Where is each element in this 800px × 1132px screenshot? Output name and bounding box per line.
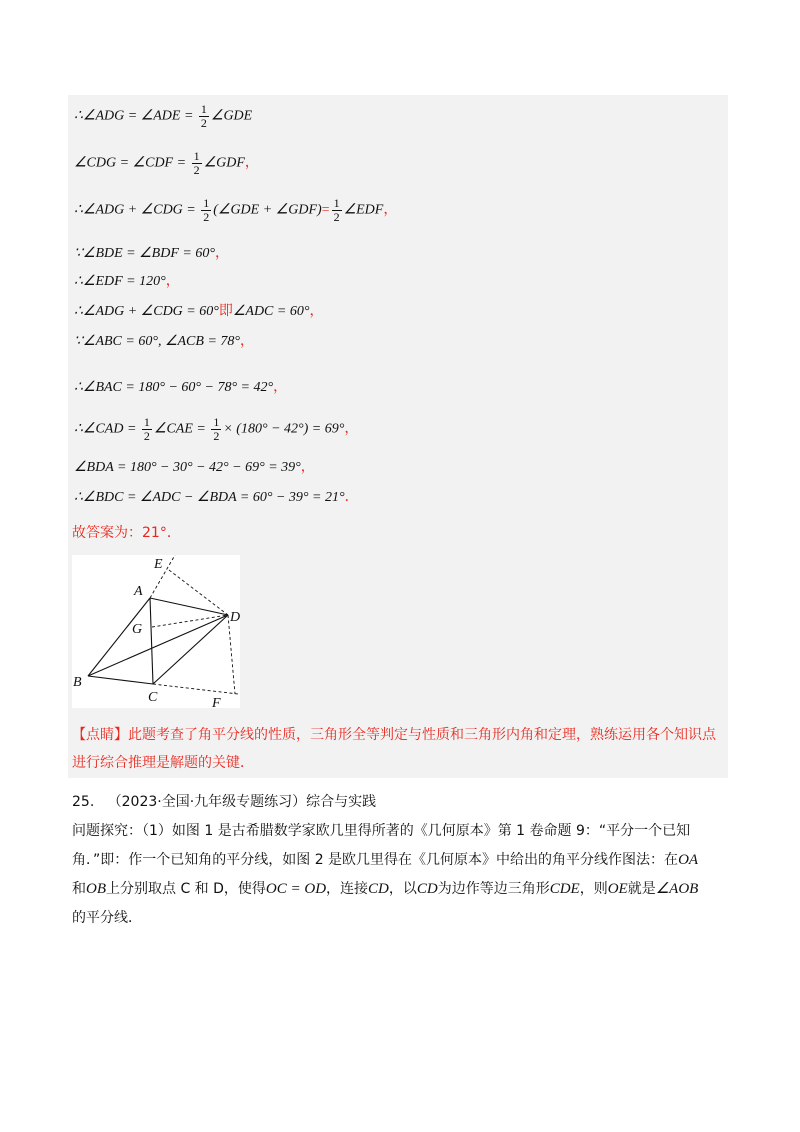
- math-text: ∵∠ABC = 60°, ∠ACB = 78°: [74, 334, 240, 349]
- geometry-diagram: [72, 555, 240, 708]
- text-t3: ，以: [388, 881, 417, 897]
- red-mark: ，: [300, 460, 315, 475]
- label-b: B: [73, 675, 82, 690]
- red-mark: ．: [344, 490, 359, 505]
- math-text: ∴∠ADG = ∠ADE =: [74, 108, 197, 124]
- segment-ad: [150, 598, 228, 615]
- math-cd: CD: [368, 881, 389, 897]
- fraction-numerator: 1: [333, 196, 340, 210]
- fraction: [142, 416, 152, 443]
- math-text: ∠GDE: [210, 108, 253, 124]
- math-text: ∵∠BDE = ∠BDF = 60°: [74, 246, 215, 261]
- red-mark: ，: [344, 421, 359, 437]
- math-text: ∴∠EDF = 120°: [74, 274, 166, 289]
- answer-text: 故答案为：21°．: [72, 525, 181, 541]
- fraction: [332, 197, 342, 224]
- label-a: A: [134, 584, 143, 599]
- text-t4: 为边作等边三角形: [437, 881, 550, 897]
- solution-line: [74, 489, 359, 507]
- text-t7: 的平分线．: [72, 910, 142, 926]
- fraction-numerator: 1: [200, 102, 207, 116]
- math-oc-od: OC = OD: [265, 881, 327, 897]
- problem-source: （2023·全国·九年级专题练习）综合与实践: [107, 794, 377, 810]
- solution-line: [74, 273, 180, 291]
- math-text: ∴∠ADG + ∠CDG = 60°: [74, 304, 219, 319]
- fraction-denominator: 2: [200, 116, 207, 130]
- fraction-numerator: 1: [213, 415, 220, 429]
- geometry-figure: [72, 555, 240, 708]
- text-t5: ，则: [579, 881, 608, 897]
- solution-line: [74, 245, 229, 263]
- fraction: [201, 197, 211, 224]
- math-ob: OB: [86, 881, 106, 897]
- fraction-denominator: 2: [333, 210, 340, 224]
- fraction-denominator: 2: [203, 210, 210, 224]
- text-t1: 上分别取点 C 和 D，使得: [106, 881, 266, 897]
- solution-line: [74, 303, 323, 321]
- problem-header: [72, 788, 732, 817]
- extension-bf: [153, 684, 238, 694]
- red-mark: ，: [165, 274, 180, 289]
- label-g: G: [132, 622, 143, 637]
- label-f: F: [212, 696, 221, 708]
- fraction-denominator: 2: [213, 429, 220, 443]
- segment-bd: [88, 615, 228, 676]
- label-e: E: [154, 557, 163, 572]
- problem-intro: 问题探究：（1）如图 1 是古希腊数学家欧几里得所著的《几何原本》第 1 卷命题 9：“平分一个已知角．”即：作一个已知角的平分线，如图 2 是欧几里得在《几何原本》中给出的角平分线作图法：在: [72, 823, 691, 868]
- solution-line: [74, 379, 287, 397]
- problem-25: [72, 788, 732, 933]
- segment-ab: [88, 598, 150, 676]
- red-mark: ，: [309, 304, 324, 319]
- math-cde: CDE: [549, 881, 580, 897]
- math-cd-2: CD: [416, 881, 438, 897]
- segment-ac: [150, 598, 153, 684]
- math-text: ∠BDA = 180° − 30° − 42° − 69° = 39°: [74, 460, 301, 475]
- math-text: ∴∠BAC = 180° − 60° − 78° = 42°: [74, 380, 274, 395]
- math-text: (∠GDE + ∠GDF): [213, 202, 322, 218]
- solution-line: [74, 416, 358, 443]
- solution-line: [74, 197, 397, 224]
- fraction: [192, 150, 202, 177]
- red-mark: 即: [218, 304, 233, 319]
- fraction-numerator: 1: [143, 415, 150, 429]
- solution-line: [74, 333, 254, 351]
- fraction-denominator: 2: [143, 429, 150, 443]
- fraction: [199, 103, 209, 130]
- fraction-numerator: 1: [193, 149, 200, 163]
- math-oe: OE: [607, 881, 628, 897]
- red-mark: ，: [383, 202, 398, 218]
- math-text: ∠CAE =: [153, 421, 210, 437]
- math-text: ∴∠CAD =: [74, 421, 140, 437]
- solution-panel: [68, 95, 728, 778]
- math-aob: ∠AOB: [655, 881, 699, 897]
- problem-number: 25.: [72, 794, 95, 810]
- text-and: 和: [72, 881, 86, 897]
- label-d: D: [230, 610, 240, 625]
- math-text: ∠CDG = ∠CDF =: [74, 155, 190, 171]
- solution-line: [74, 103, 252, 130]
- text-t6: 就是: [627, 881, 656, 897]
- solution-line: [74, 150, 259, 177]
- math-text: ∴∠BDC = ∠ADC − ∠BDA = 60° − 39° = 21°: [74, 490, 345, 505]
- math-text: ∠GDF: [203, 155, 245, 171]
- segment-df: [228, 615, 235, 694]
- fraction-denominator: 2: [193, 163, 200, 177]
- math-text: ∠EDF: [343, 202, 384, 218]
- label-c: C: [148, 690, 158, 705]
- text-t2: ，连接: [326, 881, 369, 897]
- solution-line: [74, 459, 315, 477]
- red-mark: ，: [244, 155, 259, 171]
- red-mark: ，: [239, 334, 254, 349]
- red-mark: ，: [273, 380, 288, 395]
- comment-note: 【点睛】此题考查了角平分线的性质，三角形全等判定与性质和三角形内角和定理，熟练运用各个知识点进行综合推理是解题的关键．: [72, 727, 716, 771]
- segment-bc: [88, 676, 153, 684]
- red-mark: ，: [214, 246, 229, 261]
- fraction: [211, 416, 221, 443]
- math-oa: OA: [678, 852, 699, 868]
- math-text: ∠ADC = 60°: [232, 304, 310, 319]
- fraction-numerator: 1: [203, 196, 210, 210]
- problem-body: [72, 817, 732, 933]
- red-mark: =: [321, 202, 330, 218]
- math-text: × (180° − 42°) = 69°: [223, 421, 345, 437]
- math-text: ∴∠ADG + ∠CDG =: [74, 202, 200, 218]
